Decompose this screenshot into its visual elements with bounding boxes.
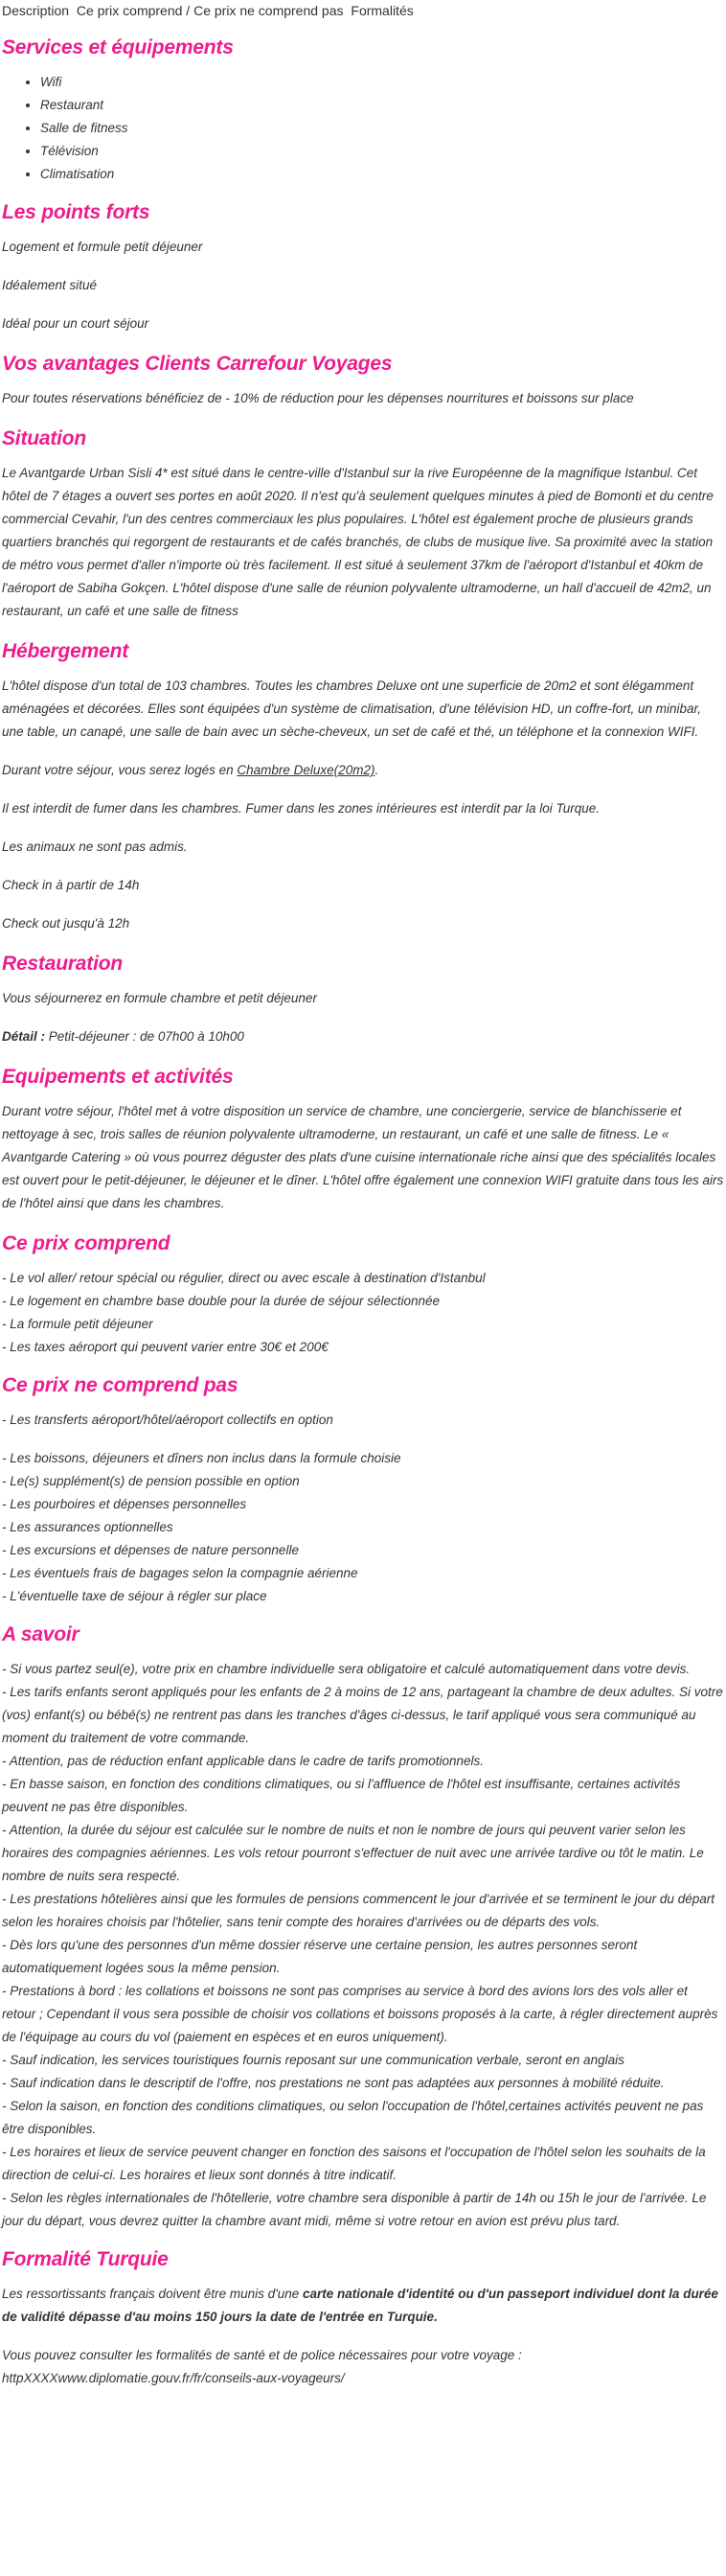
situation-text: Le Avantgarde Urban Sisli 4* est situé dans le centre-ville d'Istanbul sur la rive Européenne de la magnifique Istanbul. Cet hôtel de 7 étages a ouvert ses portes en août 2020. Il n'est qu'à seulement quelques minutes à pied de Bomonti et du centre commercial Cevahir, l'un des centres commerciaux les plus populaires. L'hôtel est également proche de plusieurs grands quartiers branchés qui regorgent de restaurants et de cafés branchés, de clubs de musique live. Sa proximité avec la station de métro vous permet d'aller n'importe où très facilement. Il est situé à seulement 37km de l'aéroport d'Istanbul et 40km de l'aéroport de Sabiha Gokçen. L'hôtel dispose d'une salle de réunion polyvalente ultramoderne, un hall d'accueil de 42m2, un restaurant, un café et une salle de fitness bbox=[2, 466, 714, 618]
list-item: - Si vous partez seul(e), votre prix en chambre individuelle sera obligatoire et calculé automatiquement dans votre devis. bbox=[2, 1662, 691, 1676]
formalite-consult bbox=[2, 2344, 724, 2390]
a-savoir-list bbox=[2, 1658, 724, 2233]
list-item: - Les boissons, déjeuners et dîners non inclus dans la formule choisie bbox=[2, 1451, 401, 1465]
formalite-text bbox=[2, 2283, 724, 2329]
tab-prix[interactable]: Ce prix comprend / Ce prix ne comprend pas bbox=[76, 3, 344, 18]
list-item: - Les excursions et dépenses de nature personnelle bbox=[2, 1543, 299, 1557]
smoking-rule: Il est interdit de fumer dans les chambres. Fumer dans les zones intérieures est interdit par la loi Turque. bbox=[2, 801, 601, 816]
list-item: - L'éventuelle taxe de séjour à régler sur place bbox=[2, 1589, 267, 1603]
list-item: - Selon les règles internationales de l'hôtellerie, votre chambre sera disponible à partir de 14h ou 15h le jour de l'arrivée. Le jour du départ, vous devrez quitter la chambre avant midi, même si votre retour en avion est prévu plus tard. bbox=[2, 2191, 707, 2228]
tab-formalites[interactable]: Formalités bbox=[351, 3, 414, 18]
list-item: - Les pourboires et dépenses personnelles bbox=[2, 1497, 247, 1511]
check-in: Check in à partir de 14h bbox=[2, 878, 140, 892]
list-item: • Télévision bbox=[40, 140, 724, 163]
comprend-title: Ce prix comprend bbox=[2, 1232, 170, 1254]
point-fort: Idéal pour un court séjour bbox=[2, 316, 149, 331]
a-savoir-title: A savoir bbox=[2, 1623, 79, 1645]
list-item: • Salle de fitness bbox=[40, 117, 724, 140]
list-item: • Wifi bbox=[40, 71, 724, 94]
list-item: - Prestations à bord : les collations et boissons ne sont pas comprises au service à bord des avions lors des vols aller et retour ; Cependant il vous sera possible de choisir vos collations et boissons proposés à la carte, à régler directement auprès de l'équipage au cours du vol (paiement en espèces et en euros uniquement). bbox=[2, 1984, 718, 2044]
list-item: • Restaurant bbox=[40, 94, 724, 117]
situation-section bbox=[2, 426, 724, 623]
hebergement-section bbox=[2, 638, 724, 935]
room-type-suffix: . bbox=[374, 763, 379, 777]
list-item: - Sauf indication dans le descriptif de l'offre, nos prestations ne sont pas adaptées aux personnes à mobilité réduite. bbox=[2, 2076, 665, 2090]
list-item: - Dès lors qu'une des personnes d'un même dossier réserve une certaine pension, les autres personnes seront automatiquement logées sous la même pension. bbox=[2, 1938, 638, 1975]
ne-comprend-list bbox=[2, 1447, 724, 1608]
detail-label: Détail : bbox=[2, 1029, 46, 1044]
check-out: Check out jusqu'à 12h bbox=[2, 916, 130, 931]
restauration-section bbox=[2, 951, 724, 1048]
points-forts-title: Les points forts bbox=[2, 201, 150, 223]
hebergement-title: Hébergement bbox=[2, 640, 129, 662]
tab-bar bbox=[2, 0, 724, 21]
list-item: - Les tarifs enfants seront appliqués pour les enfants de 2 à moins de 12 ans, partageant la chambre de deux adultes. Si votre (vos) enfant(s) ou bébé(s) ne rentrent pas dans les tranches d'âges ci-dessus, le tarif appliqué vous sera communiqué au moment du traitement de votre commande. bbox=[2, 1685, 723, 1745]
list-item: - Le vol aller/ retour spécial ou régulier, direct ou avec escale à destination d'Istanbul bbox=[2, 1271, 486, 1285]
ne-comprend-section bbox=[2, 1372, 724, 1608]
avantages-text: Pour toutes réservations bénéficiez de - 10% de réduction pour les dépenses nourritures et boissons sur place bbox=[2, 391, 634, 405]
list-item: - La formule petit déjeuner bbox=[2, 1317, 153, 1331]
equipements-section bbox=[2, 1064, 724, 1215]
list-item: - Les prestations hôtelières ainsi que les formules de pensions commencent le jour d'arrivée et se terminent le jour du départ selon les horaires choisis par l'hôtelier, sans tenir compte des horaires d'arrivées ou de départs des vols. bbox=[2, 1892, 715, 1929]
room-type-link[interactable]: Chambre Deluxe(20m2) bbox=[237, 763, 375, 777]
list-item: • Climatisation bbox=[40, 163, 724, 186]
formalite-section bbox=[2, 2246, 724, 2390]
restauration-title: Restauration bbox=[2, 953, 123, 975]
consult-url: httpXXXXwww.diplomatie.gouv.fr/fr/conseils-aux-voyageurs/ bbox=[2, 2371, 345, 2385]
formalite-title: Formalité Turquie bbox=[2, 2248, 169, 2270]
consult-text: Vous pouvez consulter les formalités de santé et de police nécessaires pour votre voyage : bbox=[2, 2348, 522, 2362]
equipements-text: Durant votre séjour, l'hôtel met à votre disposition un service de chambre, une conciergerie, service de blanchisserie et nettoyage à sec, trois salles de réunion polyvalente ultramoderne, un restaurant, un café et une salle de fitness. Le « Avantgarde Catering » où vous pourrez déguster des plats d'une cuisine internationale riche ainsi que des spécialités locales est ouvert pour le petit-déjeuner, le déjeuner et le dîner. L'hôtel offre également une connexion WIFI gratuite dans tous les airs de l'hôtel ainsi que dans les chambres. bbox=[2, 1104, 724, 1210]
list-item: - Les assurances optionnelles bbox=[2, 1520, 173, 1534]
points-forts-section bbox=[2, 199, 724, 335]
room-type-text bbox=[2, 759, 724, 782]
services-list bbox=[40, 71, 724, 186]
services-section bbox=[2, 34, 724, 186]
list-item: - Les transferts aéroport/hôtel/aéroport collectifs en option bbox=[2, 1413, 333, 1427]
list-item: - Attention, la durée du séjour est calculée sur le nombre de nuits et non le nombre de jours qui peuvent varier selon les horaires des compagnies aériennes. Les vols retour pourront s'effectuer de nuit avec une arrivée tardive ou tôt le matin. Le nombre de nuits sera respecté. bbox=[2, 1823, 704, 1883]
list-item: - Sauf indication, les services touristiques fournis reposant sur une communication verbale, seront en anglais bbox=[2, 2053, 624, 2067]
situation-title: Situation bbox=[2, 427, 87, 449]
ne-comprend-title: Ce prix ne comprend pas bbox=[2, 1374, 238, 1396]
list-item: - Le logement en chambre base double pour la durée de séjour sélectionnée bbox=[2, 1294, 441, 1308]
avantages-title: Vos avantages Clients Carrefour Voyages bbox=[2, 353, 393, 375]
room-type-prefix: Durant votre séjour, vous serez logés en bbox=[2, 763, 238, 777]
detail-text: Petit-déjeuner : de 07h00 à 10h00 bbox=[45, 1029, 244, 1044]
restauration-detail bbox=[2, 1025, 724, 1048]
a-savoir-section bbox=[2, 1622, 724, 2233]
list-item: - Attention, pas de réduction enfant applicable dans le cadre de tarifs promotionnels. bbox=[2, 1754, 485, 1768]
hebergement-text: L'hôtel dispose d'un total de 103 chambres. Toutes les chambres Deluxe ont une superficie de 20m2 et sont élégamment aménagées et décorées. Elles sont équipées d'un système de climatisation, d'une télévision HD, un coffre-fort, un minibar, une table, un canapé, une salle de bain avec un sèche-cheveux, un set de café et thé, un téléphone et la connexion WIFI. bbox=[2, 678, 702, 739]
point-fort: Logement et formule petit déjeuner bbox=[2, 240, 203, 254]
pets-rule: Les animaux ne sont pas admis. bbox=[2, 840, 188, 854]
formalite-prefix: Les ressortissants français doivent être munis d'une bbox=[2, 2287, 303, 2301]
comprend-list bbox=[2, 1267, 724, 1359]
list-item: - Le(s) supplément(s) de pension possible en option bbox=[2, 1474, 300, 1488]
list-item: - Les taxes aéroport qui peuvent varier entre 30€ et 200€ bbox=[2, 1340, 329, 1354]
point-fort: Idéalement situé bbox=[2, 278, 98, 292]
list-item: - Selon la saison, en fonction des conditions climatiques, ou selon l'occupation de l'hôtel,certaines activités peuvent ne pas être disponibles. bbox=[2, 2099, 704, 2136]
restauration-text: Vous séjournerez en formule chambre et petit déjeuner bbox=[2, 991, 317, 1005]
list-item: - Les horaires et lieux de service peuvent changer en fonction des saisons et l'occupation de l'hôtel selon les souhaits de la direction de celui-ci. Les horaires et lieux sont donnés à titre indicatif. bbox=[2, 2145, 706, 2182]
comprend-section bbox=[2, 1230, 724, 1359]
services-title: Services et équipements bbox=[2, 36, 234, 58]
equipements-title: Equipements et activités bbox=[2, 1066, 234, 1088]
formalite-bold: carte nationale d'identité ou d'un passeport individuel dont la durée de validité dépasse d'au moins 150 jours la date de l'entrée en Turquie. bbox=[2, 2287, 718, 2324]
tab-description[interactable]: Description bbox=[2, 3, 70, 18]
list-item: - Les éventuels frais de bagages selon la compagnie aérienne bbox=[2, 1566, 358, 1580]
avantages-section bbox=[2, 351, 724, 410]
list-item: - En basse saison, en fonction des conditions climatiques, ou si l'affluence de l'hôtel est insuffisante, certaines activités peuvent ne pas être disponibles. bbox=[2, 1777, 681, 1814]
